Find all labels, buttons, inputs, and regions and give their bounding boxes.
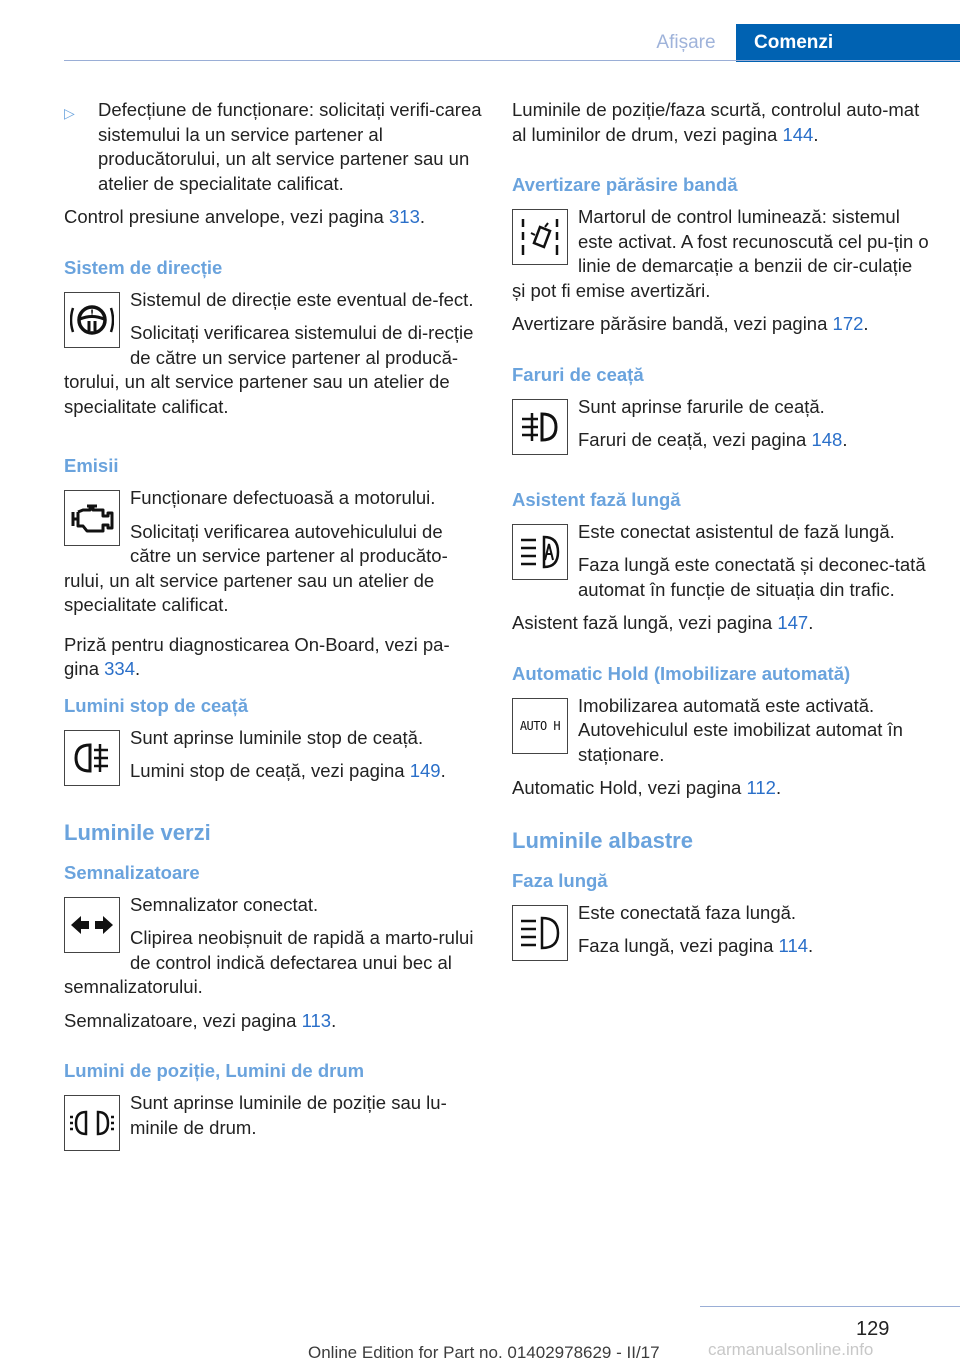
lane-departure-icon xyxy=(512,209,568,265)
left-column xyxy=(64,98,482,1157)
high-beam-assist-icon xyxy=(512,524,568,580)
position-cont-ref: Luminile de poziție/faza scurtă, controlul auto‐mat al luminilor de drum, vezi pagina 144. xyxy=(512,99,920,145)
hold-text-1: Imobilizarea automată este activată. Autovehiculul este imobilizat automat în staționare. xyxy=(578,694,903,765)
lane-page-link[interactable]: 172 xyxy=(832,313,864,334)
obd-ref-text: Priză pentru diagnosticarea On-Board, vezi pa‐gina xyxy=(64,633,450,679)
obd-ref: Priză pentru diagnosticarea On-Board, vezi pa‐gina 334. xyxy=(64,633,450,679)
footer-divider xyxy=(700,1306,960,1307)
bullet-text: Defecțiune de funcționare: solicitați verifi‐carea sistemului la un service partener al producătorului, un alt service partener sau un atelier de specialitate calificat. xyxy=(98,99,482,194)
high-text-1: Este conectată faza lungă. xyxy=(578,901,797,923)
hba-text-2: Faza lungă este conectată și deconec‐tată automat în funcție de situația din trafic. xyxy=(578,554,926,600)
steering-text-2: Solicitați verificarea sistemului de di‐recție de către un service partener al producă‐torului, un alt service partener sau un atelier de specialitate calificat. xyxy=(64,322,474,417)
svg-text:!: ! xyxy=(89,308,95,319)
hba-text-1: Este conectat asistentul de fază lungă. xyxy=(578,520,895,542)
fog-ref-text: Faruri de ceață, vezi pagina xyxy=(578,429,812,450)
tab-afisare[interactable]: Afișare xyxy=(656,32,716,53)
rear-fog-text-1: Sunt aprinse luminile stop de ceață. xyxy=(130,726,424,748)
header-divider xyxy=(64,60,960,61)
position-cont-text: Luminile de poziție/faza scurtă, controlul auto‐mat al luminilor de drum, vezi pagina xyxy=(512,99,920,145)
hba-block xyxy=(512,520,930,612)
hold-ref-text: Automatic Hold, vezi pagina xyxy=(512,777,747,798)
right-column xyxy=(512,98,930,968)
emissions-text-2: Solicitați verificarea autovehiculului de către un service partener al producăto‐rului, un alt service partener sau un atelier de specialitate calificat. xyxy=(64,520,448,615)
rear-fog-light-icon xyxy=(64,730,120,786)
engine-check-icon xyxy=(64,490,120,546)
blue-lights-heading: Luminile albastre xyxy=(512,827,693,853)
high-beam-icon xyxy=(512,905,568,961)
lane-ref-text: Avertizare părăsire bandă, vezi pagina xyxy=(512,313,833,334)
position-lights-heading: Lumini de poziție, Lumini de drum xyxy=(64,1060,365,1081)
steering-warning-icon xyxy=(64,292,120,348)
rear-fog-block xyxy=(64,726,482,793)
triangle-bullet-icon: ▷ xyxy=(64,105,75,121)
rear-fog-page-link[interactable]: 149 xyxy=(409,760,441,781)
fog-page-link[interactable]: 148 xyxy=(811,429,843,450)
position-text-1: Sunt aprinse luminile de poziție sau lu‐minile de drum. xyxy=(130,1092,447,1138)
tab-comenzi[interactable]: Comenzi xyxy=(736,24,960,62)
high-beam-heading: Faza lungă xyxy=(512,869,608,891)
turn-page-link[interactable]: 113 xyxy=(301,1009,332,1031)
hold-heading: Automatic Hold (Imobilizare automată) xyxy=(512,662,851,684)
high-page-link[interactable]: 114 xyxy=(778,935,809,956)
position-lights-icon xyxy=(64,1095,120,1151)
tire-page-link[interactable]: 313 xyxy=(389,206,420,227)
turn-text-2: Clipirea neobișnuit de rapidă a marto‐rului de control indică defectarea unui bec al semnalizatorului. xyxy=(64,927,474,997)
hold-block xyxy=(512,694,930,777)
watermark: carmanualsonline.info xyxy=(708,1340,874,1359)
lane-ref: Avertizare părăsire bandă, vezi pagina 172. xyxy=(512,313,869,334)
hba-page-link[interactable]: 147 xyxy=(777,612,809,633)
lane-heading: Avertizare părăsire bandă xyxy=(512,174,738,195)
high-ref: Faza lungă, vezi pagina 114. xyxy=(578,935,814,956)
turn-text-1: Semnalizator conectat. xyxy=(130,893,319,915)
green-lights-heading: Luminile verzi xyxy=(64,819,211,845)
tire-pressure-ref: Control presiune anvelope, vezi pagina 313. xyxy=(64,206,426,227)
hba-ref: Asistent fază lungă, vezi pagina 147. xyxy=(512,612,814,633)
auto-hold-label: AUTO H xyxy=(519,718,561,733)
tire-ref-text: Control presiune anvelope, vezi pagina xyxy=(64,206,389,227)
position-lights-block xyxy=(64,1091,482,1157)
high-beam-block xyxy=(512,901,930,968)
position-page-link[interactable]: 144 xyxy=(782,123,814,145)
turn-signals-heading: Semnalizatoare xyxy=(64,861,200,883)
fog-block xyxy=(512,395,930,462)
high-ref-text: Faza lungă, vezi pagina xyxy=(578,935,779,956)
steering-text-1: Sistemul de direcție este eventual de‐fect. xyxy=(130,288,474,310)
auto-hold-icon xyxy=(512,698,568,754)
hold-ref: Automatic Hold, vezi pagina 112. xyxy=(512,777,782,798)
hold-page-link[interactable]: 112 xyxy=(746,777,776,798)
steering-block xyxy=(64,288,482,429)
edition-text: Online Edition for Part no. 01402978629 - II/17 xyxy=(308,1343,660,1362)
rear-fog-ref: Lumini stop de ceață, vezi pagina 149. xyxy=(130,760,446,781)
fog-heading: Faruri de ceață xyxy=(512,363,644,385)
fog-text-1: Sunt aprinse farurile de ceață. xyxy=(578,395,825,417)
fog-ref: Faruri de ceață, vezi pagina 148. xyxy=(578,429,848,450)
steering-heading: Sistem de direcție xyxy=(64,256,223,278)
page-number: 129 xyxy=(856,1318,890,1340)
lane-text-1: Martorul de control luminează: sistemul este activat. A fost recunoscută cel pu‐țin o linie de demarcație a benzii de cir‐culație și pot fi emise avertizări. xyxy=(512,206,929,301)
turn-ref-text: Semnalizatoare, vezi pagina xyxy=(64,1009,302,1031)
emissions-text-1: Funcționare defectuoasă a motorului. xyxy=(130,487,436,508)
lane-block xyxy=(512,205,930,312)
rear-fog-ref-text: Lumini stop de ceață, vezi pagina xyxy=(130,760,410,781)
emissions-heading: Emisii xyxy=(64,455,119,476)
rear-fog-heading: Lumini stop de ceață xyxy=(64,694,249,716)
turn-ref: Semnalizatoare, vezi pagina 113. xyxy=(64,1009,337,1031)
hba-heading: Asistent fază lungă xyxy=(512,488,681,510)
bullet-item xyxy=(64,98,482,196)
obd-page-link[interactable]: 334 xyxy=(104,658,135,679)
turn-signal-icon xyxy=(64,897,120,953)
turn-signals-block xyxy=(64,893,482,1009)
emissions-block xyxy=(64,486,482,627)
front-fog-light-icon xyxy=(512,399,568,455)
hba-ref-text: Asistent fază lungă, vezi pagina xyxy=(512,612,778,633)
